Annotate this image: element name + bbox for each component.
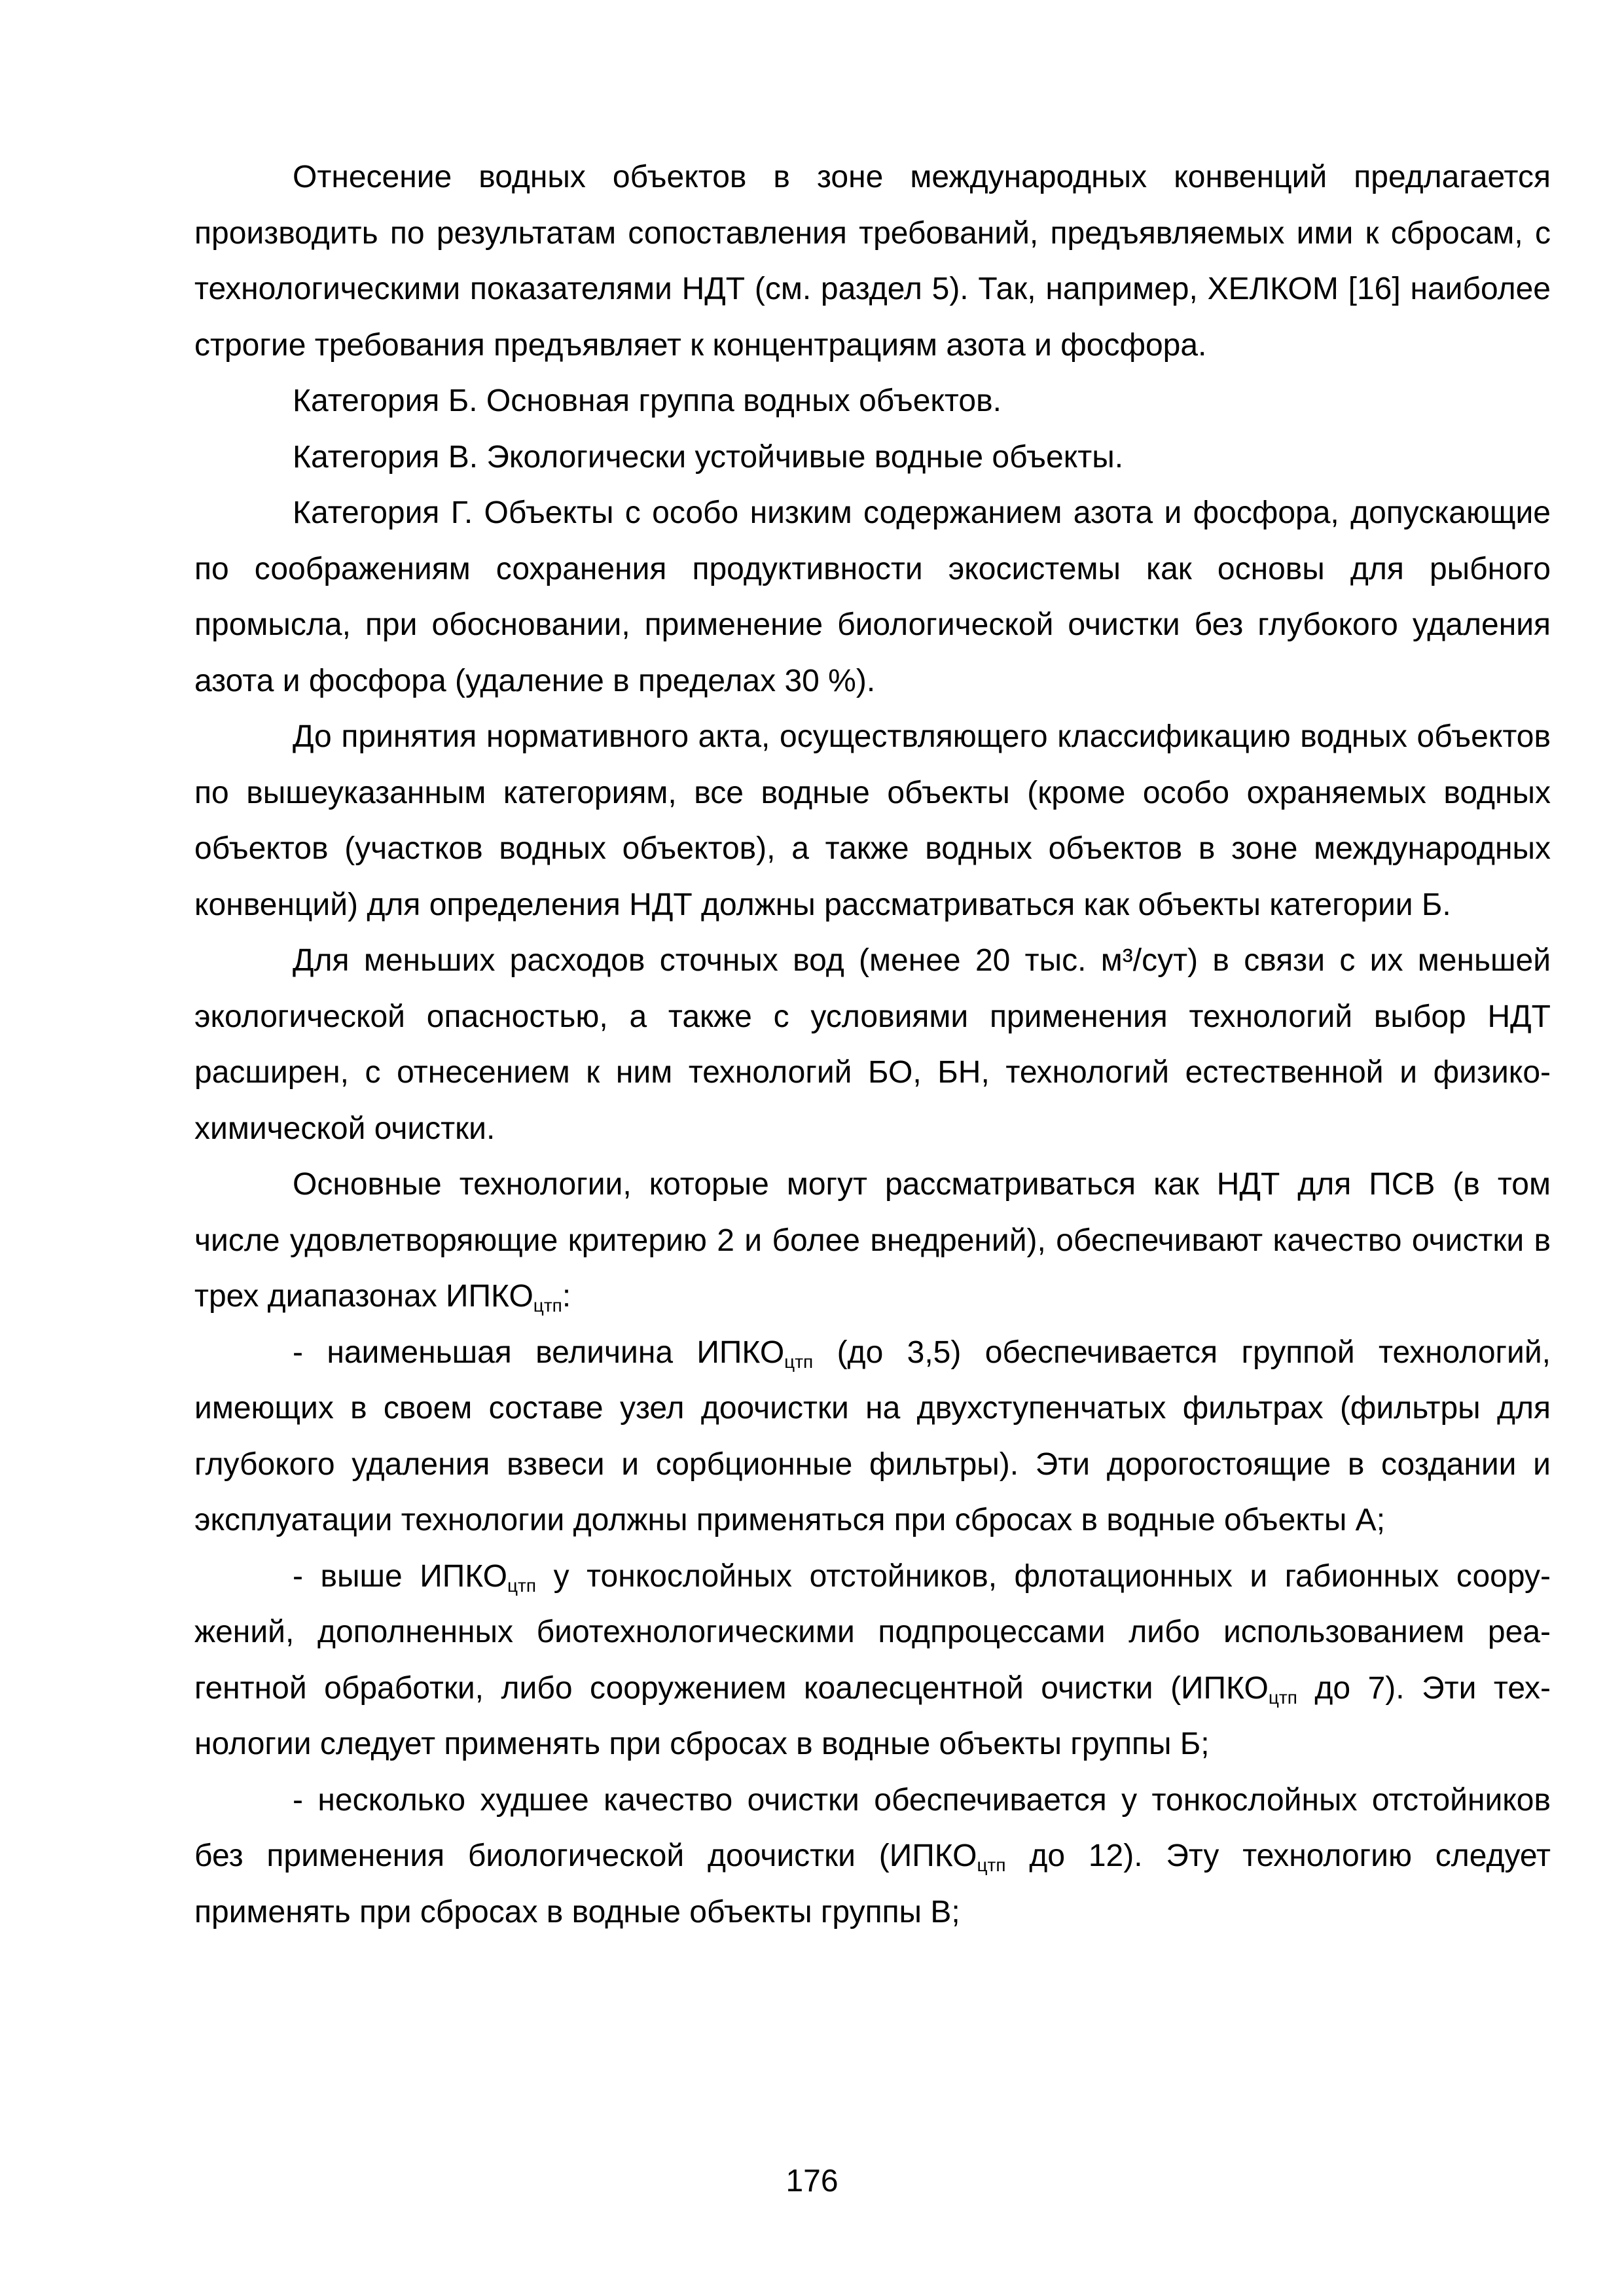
page-number: 176 bbox=[785, 2164, 839, 2198]
document-body bbox=[194, 149, 1551, 1940]
paragraph-category-v: Категория В. Экологически устойчивые водные объекты. bbox=[293, 439, 1124, 475]
paragraph-category-g: Категория Г. Объекты с особо низким содержанием азота и фосфора, допускающие по соображениям сохранения продуктивности экосистемы как основы для рыбного промысла, при обосновании, применение биологической очистки без глубокого удаления азота и фосфора (удаление в пределах 30 %). bbox=[194, 495, 1551, 698]
paragraph-text: до 12). Эту технологию следует применять при сбросах в водные объекты группы В; bbox=[194, 1839, 1551, 1929]
paragraph-main-technologies bbox=[194, 1157, 1551, 1325]
paragraph-text: - наименьшая величина ИПКО bbox=[293, 1335, 785, 1370]
paragraph-text: у тонкослойных отстойников, флотационных и габионных сооружений, дополненных биотехнологическими подпроцессами либо использованием реагентной обработки, либо сооружением коалесцентной очистки (ИПКО bbox=[194, 1558, 1551, 1706]
subscript: цтп bbox=[533, 1295, 562, 1316]
subscript: цтп bbox=[1268, 1687, 1297, 1708]
paragraph-text: - выше ИПКО bbox=[293, 1558, 508, 1594]
subscript: цтп bbox=[784, 1351, 814, 1372]
paragraph-category-b: Категория Б. Основная группа водных объектов. bbox=[293, 384, 1001, 418]
paragraph-smaller-flows: Для меньших расходов сточных вод (менее 20 тыс. м³/сут) в связи с их меньшей экологической опасностью, а также с условиями применения технологий выбор НДТ расширен, с отнесением к ним технологий БО, БН, технологий естественной и физико-химической очистки. bbox=[194, 943, 1551, 1146]
paragraph-text: : bbox=[562, 1279, 571, 1314]
list-item-lowest-ipko bbox=[194, 1325, 1551, 1549]
paragraph-text: - несколько худшее качество очистки обеспечивается у тонкослойных отстойников без применения биологической доочистки (ИПКО bbox=[194, 1782, 1551, 1873]
list-item-worse-quality bbox=[194, 1772, 1551, 1941]
paragraph-international-conventions: Отнесение водных объектов в зоне международных конвенций предлагается производить по результатам сопоставления требований, предъявляемых ими к сбросам, с технологическими показателями НДТ (см. раздел 5). Так, например, ХЕЛКОМ [16] наиболее строгие требования предъявляет к концентрациям азота и фосфора. bbox=[194, 160, 1551, 363]
subscript: цтп bbox=[977, 1855, 1006, 1875]
list-item-higher-ipko bbox=[194, 1549, 1551, 1772]
subscript: цтп bbox=[507, 1575, 537, 1596]
paragraph-before-regulation: До принятия нормативного акта, осуществляющего классификацию водных объектов по вышеуказанным категориям, все водные объекты (кроме особо охраняемых водных объектов (участков водных объектов), а также водных объектов в зоне международных конвенций) для определения НДТ должны рассматриваться как объекты категории Б. bbox=[194, 719, 1551, 922]
paragraph-text: до 7). Эти технологии следует применять при сбросах в водные объекты группы Б; bbox=[194, 1670, 1551, 1761]
paragraph-text: (до 3,5) обеспечивается группой технологий, имеющих в своем составе узел доочистки на двухступенчатых фильтрах (фильтры для глубокого удаления взвеси и сорбционные фильтры). Эти дорогостоящие в создании и эксплуатации технологии должны применяться при сбросах в водные объекты А; bbox=[194, 1335, 1551, 1537]
paragraph-text: Основные технологии, которые могут рассматриваться как НДТ для ПСВ (в том числе удовлетворяющие критерию 2 и более внедрений), обеспечивают качество очистки в трех диапазонах ИПКО bbox=[194, 1167, 1551, 1314]
